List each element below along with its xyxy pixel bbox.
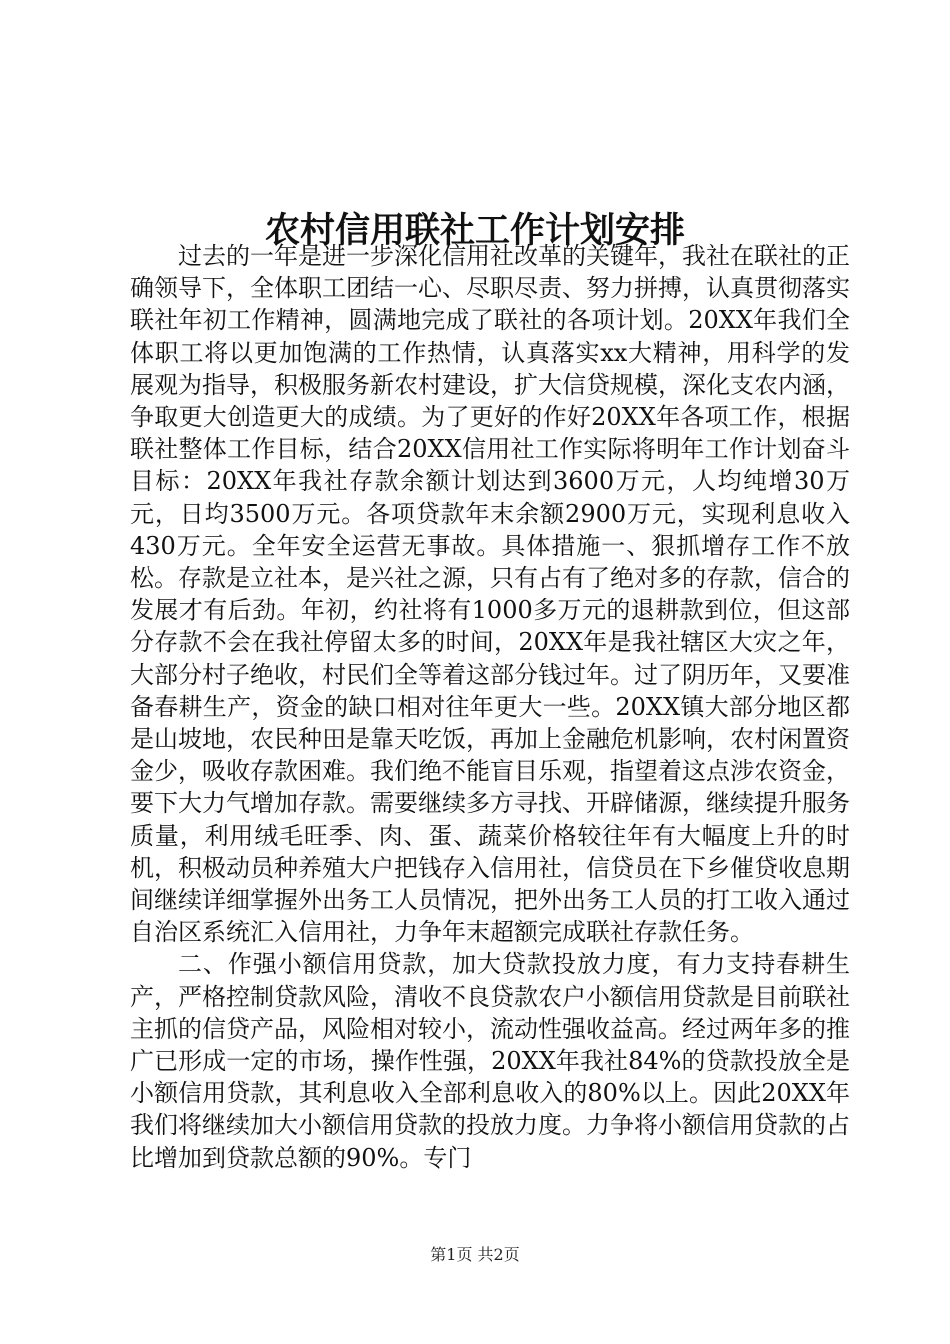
document-body <box>130 240 850 1174</box>
page-number-footer: 第1页 共2页 <box>430 1245 520 1264</box>
document-title: 农村信用联社工作计划安排 <box>264 210 685 252</box>
paragraph-2: 二、作强小额信用贷款，加大贷款投放力度，有力支持春耕生产，严格控制贷款风险，清收不良贷款农户小额信用贷款是目前联社主抓的信贷产品，风险相对较小，流动性强收益高。经过两年多的推广已形成一定的市场，操作性强，20XX年我社84%的贷款投放全是小额信用贷款，其利息收入全部利息收入的80%以上。因此20XX年我们将继续加大小额信用贷款的投放力度。力争将小额信用贷款的占比增加到贷款总额的90%。专门 <box>130 950 850 1172</box>
paragraph-1: 过去的一年是进一步深化信用社改革的关键年，我社在联社的正确领导下，全体职工团结一心、尽职尽责、努力拼搏，认真贯彻落实联社年初工作精神，圆满地完成了联社的各项计划。20XX年我们全体职工将以更加饱满的工作热情，认真落实xx大精神，用科学的发展观为指导，积极服务新农村建设，扩大信贷规模，深化支农内涵，争取更大创造更大的成绩。为了更好的作好20XX年各项工作，根据联社整体工作目标，结合20XX信用社工作实际将明年工作计划奋斗目标：20XX年我社存款余额计划达到3600万元，人均纯增30万元，日均3500万元。各项贷款年末余额2900万元，实现利息收入430万元。全年安全运营无事故。具体措施一、狠抓增存工作不放松。存款是立社本，是兴社之源，只有占有了绝对多的存款，信合的发展才有后劲。年初，约社将有1000多万元的退耕款到位，但这部分存款不会在我社停留太多的时间，20XX年是我社辖区大灾之年，大部分村子绝收，村民们全等着这部分钱过年。过了阴历年，又要准备春耕生产，资金的缺口相对往年更大一些。20XX镇大部分地区都是山坡地，农民种田是靠天吃饭，再加上金融危机影响，农村闲置资金少，吸收存款困难。我们绝不能盲目乐观，指望着这点涉农资金，要下大力气增加存款。需要继续多方寻找、开辟储源，继续提升服务质量，利用绒毛旺季、肉、蛋、蔬菜价格较往年有大幅度上升的时机，积极动员种养殖大户把钱存入信用社，信贷员在下乡催贷收息期间继续详细掌握外出务工人员情况，把外出务工人员的打工收入通过自治区系统汇入信用社，力争年末超额完成联社存款任务。 <box>130 242 850 947</box>
